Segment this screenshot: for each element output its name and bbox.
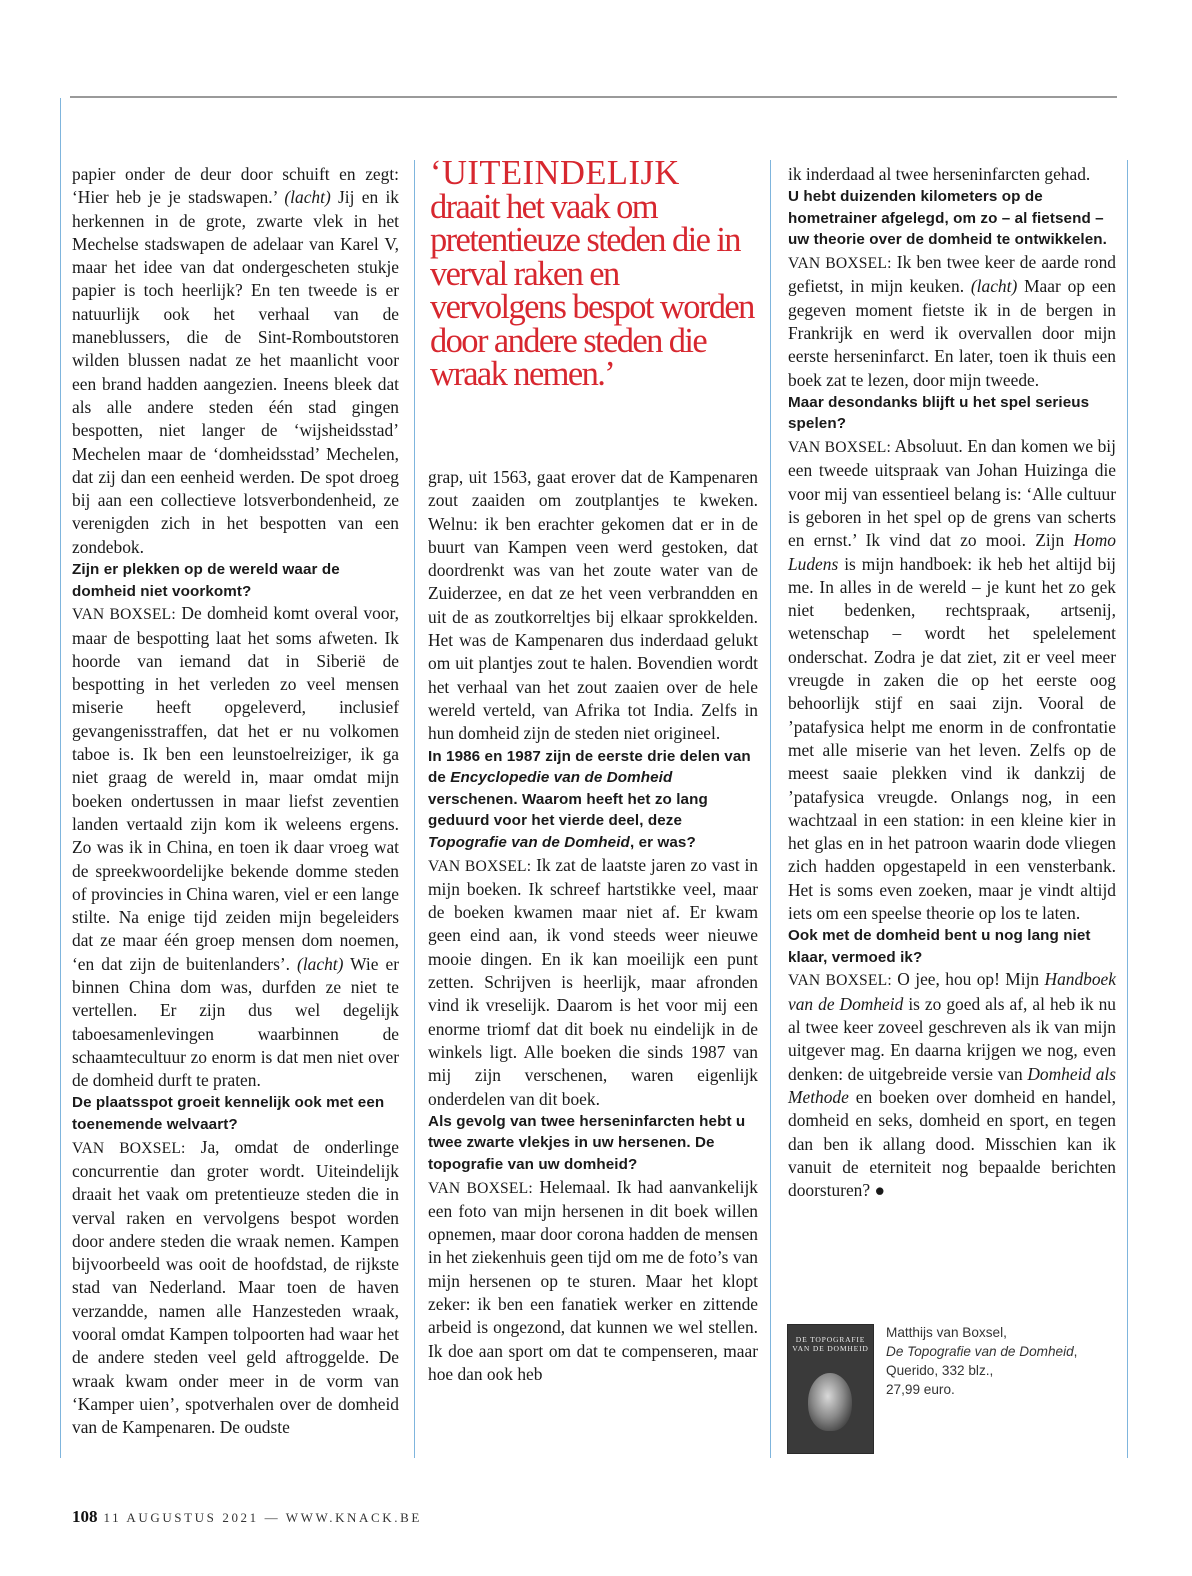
page-footer	[72, 1507, 422, 1527]
column-divider-4	[1127, 160, 1128, 1458]
paragraph: grap, uit 1563, gaat erover dat de Kampenaren zout zaaiden om zoutplantjes te kweken. Welnu: ik ben erachter gekomen dat er in de buurt van Kampen veen werd gestoken, dat doordrenkt was van het zoute water van de Zuiderzee, en dat ze het veen verbrandden en uit de as zoutkorreltjes bij elkaar sprokkelden. Het was de Kampenaren dus inderdaad gelukt om uit plantjes zout te halen. Bovendien wordt het verhaal van het zout zaaien over de hele wereld verteld, van Afrika tot India. Zelfs in hun domheid zijn de steden niet origineel.	[428, 467, 758, 744]
paragraph: papier onder de deur door schuift en zegt: ‘Hier heb je je stadswapen.’ (lacht) Jij en ik herkennen in de grote, zwarte vlek in het Mechelse stadswapen de adelaar van Karel V, maar het idee van dat ondergescheten stukje papier is toch heerlijk? En ten tweede is er natuurlijk ook het verhaal van de maneblussers, die de Sint-Romboutstoren wilden blussen nadat ze het maanlicht voor een brand hadden aangezien. Ineens bleek dat als alle andere steden één stad gingen bespotten, niet langer de ‘wijsheidsstad’ Mechelen maar de ‘domheidsstad’ Mechelen, dat zij dan een eenheid werden. De spot droeg bij aan een collectieve lotsverbondenheid, ze verenigden zich in het bespotten van een zondebok.	[72, 164, 399, 557]
article-column-1	[72, 163, 399, 1440]
answer-paragraph: VAN BOXSEL: Absoluut. En dan komen we bij een tweede uitspraak van Johan Huizinga die voor mij van essentieel belang is: ‘Alle cultuur is geboren in het spel op de grens van scherts en ernst.’ Ik vind dat zo mooi. Zijn Homo Ludens is mijn handboek: ik heb het altijd bij me. In alles in de wereld – je kunt het zo gek niet bedenken, rechtspraak, artsenij, wetenschap – wordt het spelelement onderschat. Zodra je dat ziet, zit er veel meer vreugde in zaken die op het eerste oog behoorlijk stijf en saai zijn. Vooral de ’patafysica helpt me enorm in de confrontatie met alle miserie van het leven. Zelfs op de meest saaie plekken vind ik dankzij de ’patafysica vreugde. Onlangs nog, in een wachtzaal in een station: in een kleine kier in het glas en in het patroon waarin dode vliegen zich hadden opgestapeld in een vensterbank. Het is soms even zoeken, maar je vindt altijd iets om een speelse theorie op los te laten.	[788, 436, 1116, 923]
footer-text: 11 AUGUSTUS 2021 — WWW.KNACK.BE	[103, 1510, 422, 1525]
speaker-label: VAN BOXSEL:	[788, 439, 892, 457]
column-divider-1	[60, 98, 61, 1458]
paragraph: ik inderdaad al twee herseninfarcten gehad.	[788, 164, 1091, 184]
answer-paragraph: VAN BOXSEL: Ik zat de laatste jaren zo vast in mijn boeken. Ik schreef hartstikke veel, maar de boeken kwamen maar niet af. Er kwam geen eind aan, ik vond steeds weer nieuwe mooie dingen. En ik kan moeilijk een punt zetten. Schrijven is heerlijk, maar afronden vind ik vreselijk. Daarom is het voor mij een enorme triomf dat dit boek nu eindelijk in de winkels ligt. Alle boeken die sinds 1987 van mij zijn verschenen, waren eigenlijk onderdelen van dit boek.	[428, 854, 758, 1109]
caption-author: Matthijs van Boxsel,	[886, 1325, 1007, 1340]
answer-paragraph: VAN BOXSEL: O jee, hou op! Mijn Handboek van de Domheid is zo goed als af, al heb ik nu al twee keer zoveel geschreven als ik van mijn uitgever mag. En daarna krijgen we nog, even denken: de uitgebreide versie van Domheid als Methode en boeken over domheid en handel, domheid en seks, domheid en sport, en tegen dan ben ik allang dood. Misschien kan ik vanuit de eterniteit nog bepaalde berichten doorsturen? ●	[788, 969, 1116, 1201]
article-column-3	[788, 163, 1116, 1202]
answer-paragraph: VAN BOXSEL: De domheid komt overal voor, maar de bespotting laat het soms afweten. Ik hoorde van iemand dat in Siberië de bespotting in het verleden zo veel mensen miserie heeft opgeleverd, inclusief gevangenisstraffen, dat het er nu volkomen taboe is. Ik ben een leunstoelreiziger, ik ga niet graag de wereld in, maar omdat mijn boeken ondertussen in maar liefst zeventien landen vertaald zijn kom ik weleens ergens. Zo was ik in China, en toen ik daar vroeg wat de spreekwoordelijke bekende domme steden of provincies in China waren, viel er een lange stilte. Na enige tijd zeiden mijn begeleiders dat ze maar één groep mensen dom noemen, ‘en dat zijn de buitenlanders’. (lacht) Wie er binnen China dom was, durfden ze niet te vertellen. Er zijn dus wel degelijk taboesamenlevingen waarbinnen de schaamtecultuur zo enorm is dat men niet over de domheid durft te praten.	[72, 603, 399, 1091]
interview-question: Maar desondanks blijft u het spel serieus spelen?	[788, 393, 1090, 433]
interview-question: Zijn er plekken op de wereld waar de domheid niet voorkomt?	[72, 561, 340, 600]
pull-quote-body: draait het vaak om pretentieuze steden die in verval raken en vervolgens bespot worden door andere steden die wraak nemen.’	[430, 187, 754, 393]
end-mark: ●	[870, 1180, 885, 1201]
pull-quote	[430, 154, 760, 393]
speaker-label: VAN BOXSEL:	[72, 606, 176, 624]
speaker-label: VAN BOXSEL:	[788, 255, 892, 273]
interview-question: Als gevolg van twee herseninfarcten hebt u twee zwarte vlekjes in uw hersenen. De topografie van uw domheid?	[428, 1112, 746, 1173]
column-divider-3	[770, 160, 771, 1458]
speaker-label: VAN BOXSEL:	[72, 1139, 186, 1157]
answer-paragraph: VAN BOXSEL: Ik ben twee keer de aarde rond gefietst, in mijn keuken. (lacht) Maar op een gegeven moment fietste ik in de bergen in Frankrijk en werd ik overvallen door mijn eerste herseninfarct. En later, toen ik thuis een boek zat te lezen, door mijn tweede.	[788, 252, 1116, 390]
book-caption	[886, 1323, 1077, 1399]
interview-question: Ook met de domheid bent u nog lang niet klaar, vermoed ik?	[788, 927, 1091, 966]
speaker-label: VAN BOXSEL:	[428, 857, 532, 875]
caption-publisher: Querido, 332 blz.,	[886, 1363, 994, 1378]
interview-question: U hebt duizenden kilometers op de hometrainer afgelegd, om zo – al fietsend – uw theorie over de domheid te ontwikkelen.	[788, 188, 1107, 249]
top-rule	[70, 96, 1117, 98]
interview-question: In 1986 en 1987 zijn de eerste drie delen van de Encyclopedie van de Domheid verschenen. Waarom heeft het zo lang geduurd voor het vierde deel, deze Topografie van de Domheid, er was?	[428, 747, 751, 851]
article-column-2	[428, 466, 758, 1386]
caption-title-line: De Topografie van de Domheid,	[886, 1344, 1078, 1359]
answer-paragraph: VAN BOXSEL: Helemaal. Ik had aanvankelijk een foto van mijn hersenen in dit boek willen opnemen, maar door corona hadden de mensen in het ziekenhuis geen tijd om me de foto’s van mijn hersenen op te sturen. Maar het klopt zeker: ik ben een fanatiek werker en zittende arbeid is ongezond, dat kunnen we wel stellen. Ik doe aan sport om dat te compenseren, maar hoe dan ook heb	[428, 1176, 758, 1384]
interview-question: De plaatsspot groeit kennelijk ook met een toenemende welvaart?	[72, 1094, 385, 1134]
speaker-label: VAN BOXSEL:	[428, 1179, 533, 1197]
speaker-label: VAN BOXSEL:	[788, 972, 892, 990]
portrait-icon	[808, 1373, 852, 1431]
book-cover-image	[788, 1325, 873, 1453]
page-number: 108	[72, 1507, 98, 1526]
column-divider-2	[414, 160, 415, 1458]
pull-quote-lead: ‘UITEINDELIJK	[430, 154, 680, 192]
book-cover-title: DE TOPOGRAFIE VAN DE DOMHEID	[792, 1335, 869, 1353]
caption-price: 27,99 euro.	[886, 1382, 955, 1397]
answer-paragraph: VAN BOXSEL: Ja, omdat de onderlinge concurrentie dan groter wordt. Uiteindelijk draait het vaak om pretentieuze steden die in verval raken en vervolgens bespot worden door andere steden die wraak nemen. Kampen bijvoorbeeld was ooit de hoofdstad, de rijkste stad van Nederland. Maar toen de haven verzandde, namen alle Hanzesteden wraak, vooral omdat Kampen tolpoorten had waar het de andere steden veel geld aftroggelde. De wraak kwam onder meer in de vorm van ‘Kamper uien’, spotverhalen over de domheid van de Kampenaren. De oudste	[72, 1136, 399, 1438]
